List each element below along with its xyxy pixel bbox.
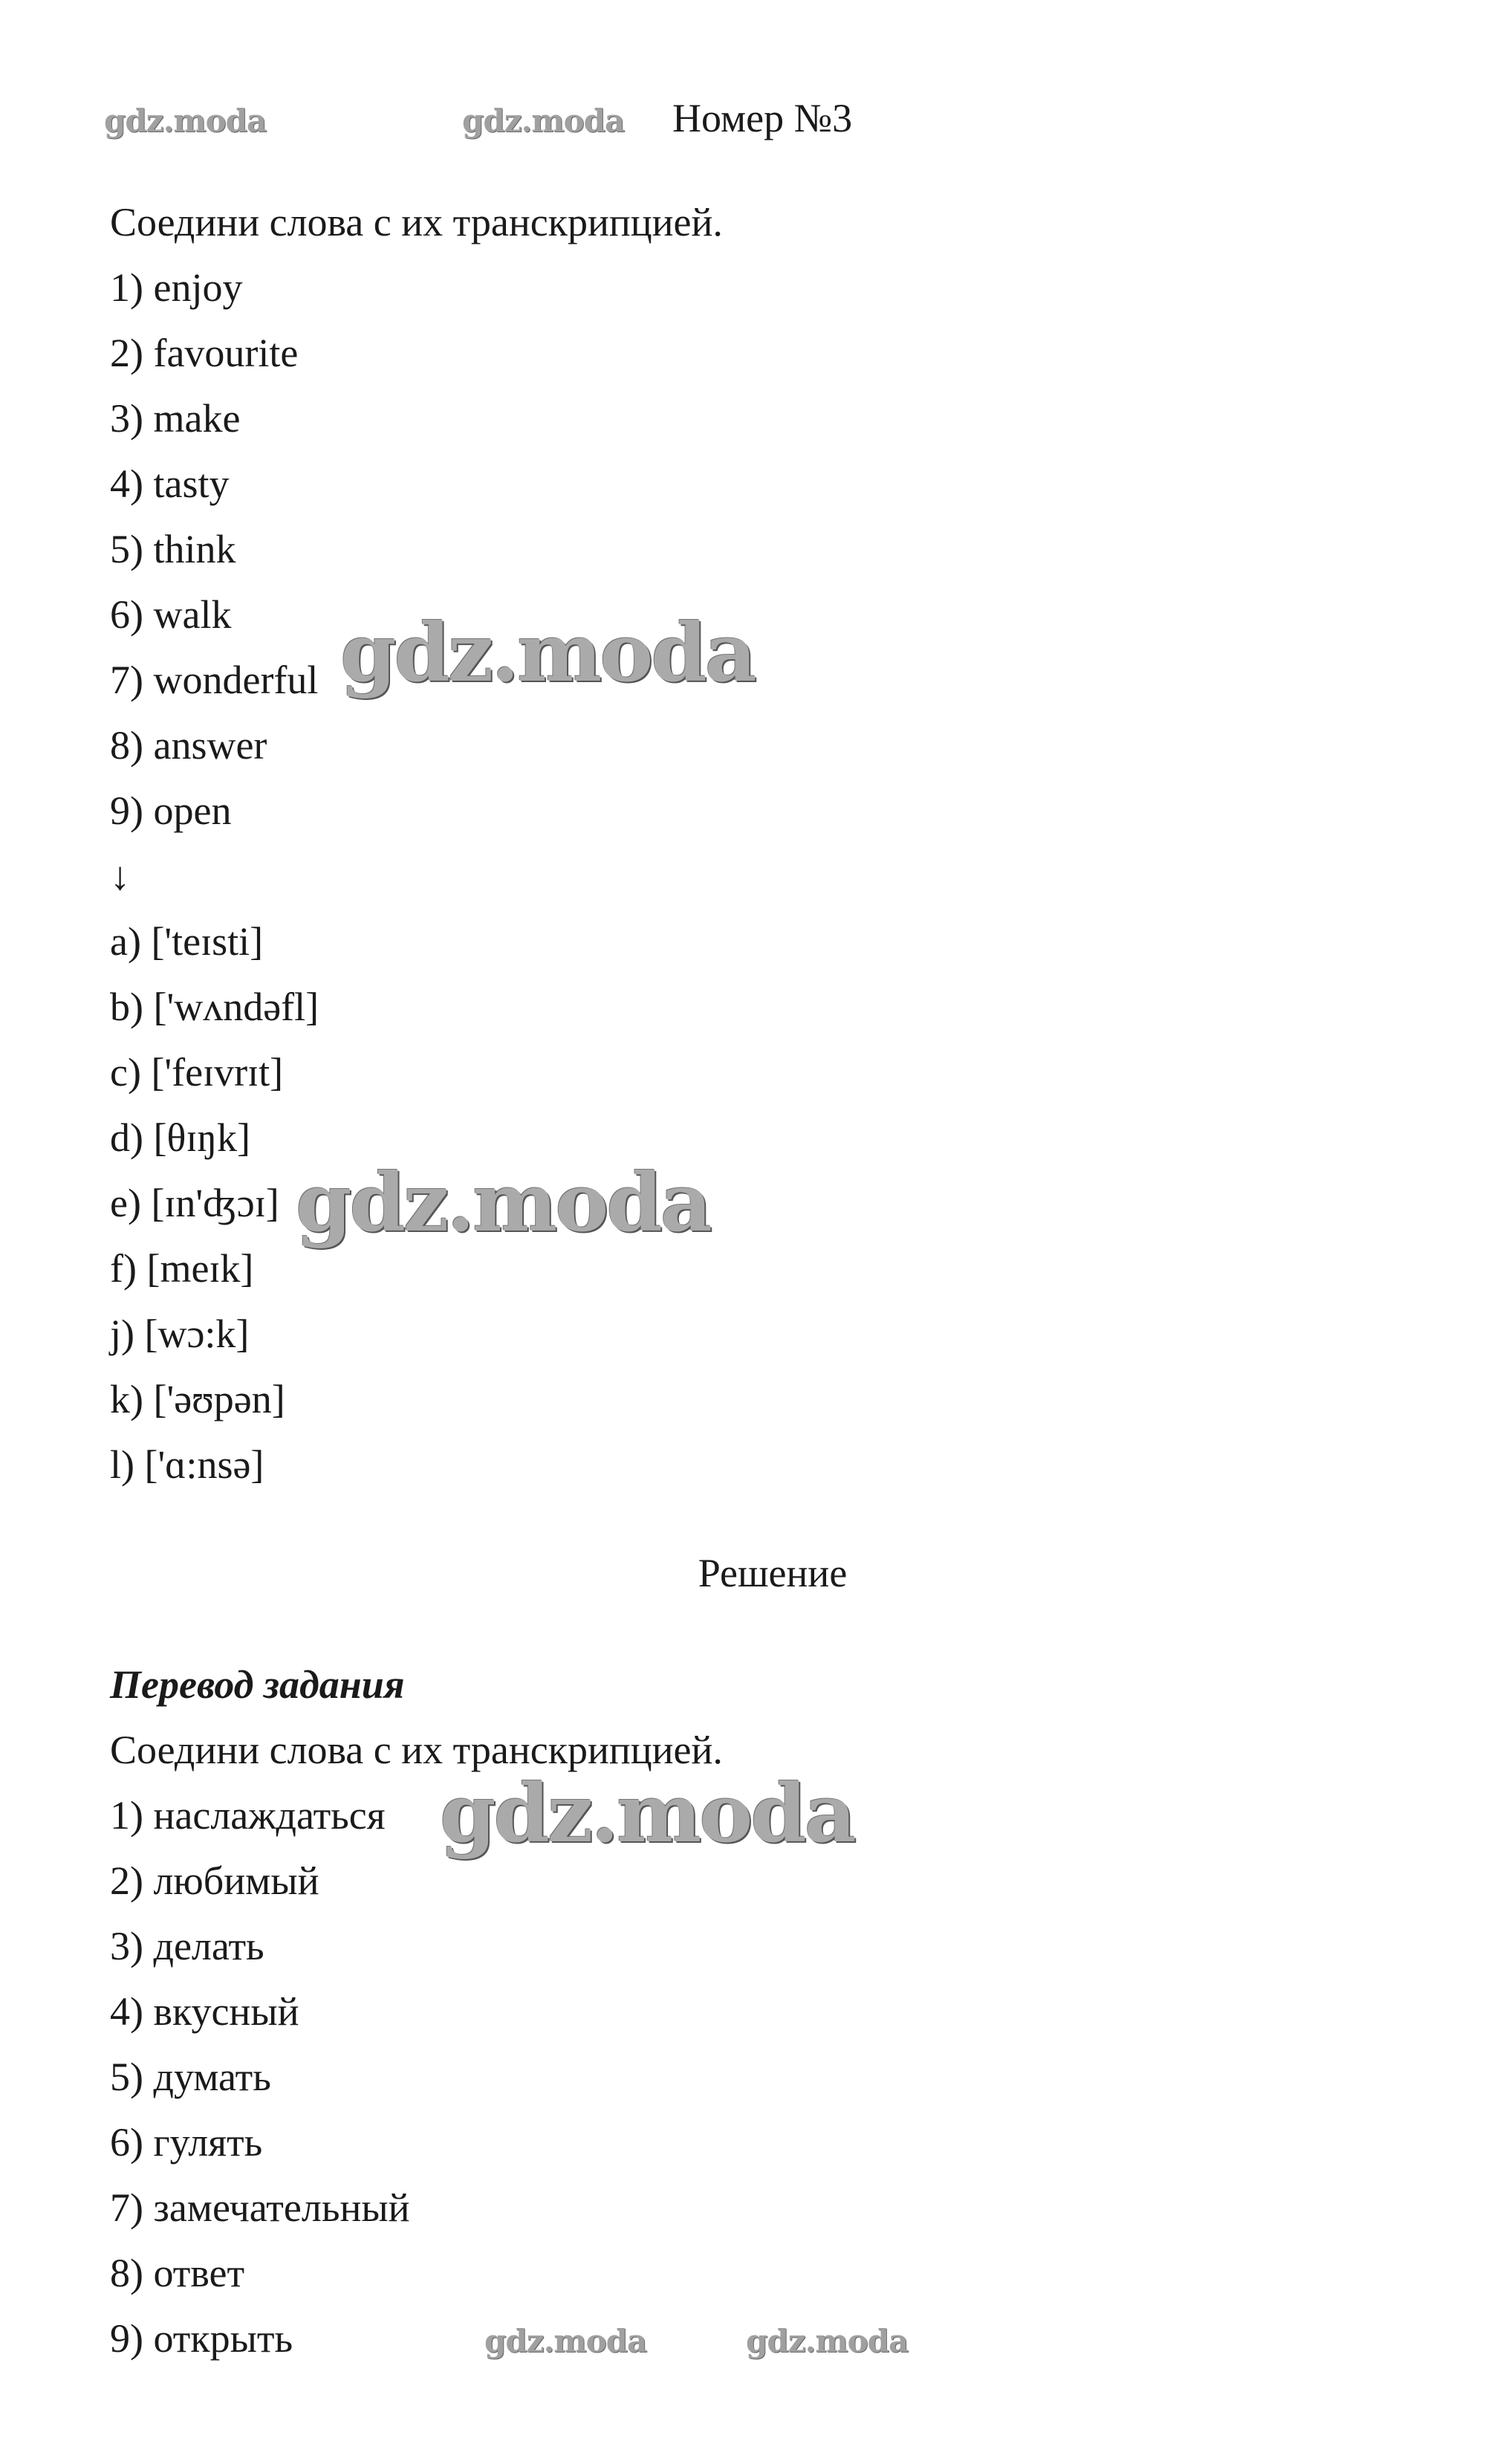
translation-item: 2) любимый (110, 1858, 319, 1903)
transcription-item: l) ['ɑ:nsə] (110, 1442, 264, 1487)
word-item: 3) make (110, 396, 241, 441)
word-item: 8) answer (110, 723, 267, 768)
task-instruction: Соедини слова с их транскрипцией. (110, 200, 723, 244)
transcription-item: d) [θɪŋk] (110, 1115, 251, 1160)
translation-item: 3) делать (110, 1924, 264, 1968)
watermark-mid-2: gdz.moda (296, 1156, 710, 1250)
translation-item: 5) думать (110, 2055, 271, 2099)
translation-item: 9) открыть (110, 2316, 293, 2361)
watermark-header-left: gdz.moda (104, 103, 267, 139)
down-arrow: ↓ (110, 854, 130, 898)
transcription-item: a) ['teɪsti] (110, 919, 264, 964)
transcription-item: c) ['feɪvrɪt] (110, 1050, 284, 1095)
solution-heading: Решение (698, 1551, 848, 1595)
watermark-mid-1: gdz.moda (340, 606, 755, 700)
transcription-item: b) ['wʌndəfl] (110, 985, 319, 1029)
page-title: Номер №3 (672, 96, 853, 140)
translation-heading: Перевод задания (110, 1662, 405, 1707)
watermark-footer-2: gdz.moda (746, 2323, 909, 2359)
word-item: 2) favourite (110, 331, 299, 375)
watermark-footer-1: gdz.moda (484, 2323, 647, 2359)
word-item: 9) open (110, 788, 232, 833)
translation-item: 7) замечательный (110, 2185, 410, 2230)
translation-item: 6) гулять (110, 2120, 263, 2165)
word-item: 5) think (110, 527, 236, 571)
transcription-item: f) [meɪk] (110, 1246, 254, 1291)
transcription-item: k) ['əʊpən] (110, 1377, 285, 1421)
transcription-item: j) [wɔ:k] (110, 1312, 250, 1356)
watermark-header-center: gdz.moda (462, 103, 625, 139)
word-item: 7) wonderful (110, 658, 319, 702)
watermark-mid-3: gdz.moda (440, 1767, 854, 1861)
translation-item: 8) ответ (110, 2251, 245, 2295)
translation-instruction: Соедини слова с их транскрипцией. (110, 1728, 723, 1772)
word-item: 6) walk (110, 592, 232, 637)
translation-item: 1) наслаждаться (110, 1793, 386, 1838)
word-item: 1) enjoy (110, 265, 243, 310)
translation-item: 4) вкусный (110, 1989, 299, 2034)
transcription-item: e) [ɪn'ʤɔɪ] (110, 1181, 279, 1225)
word-item: 4) tasty (110, 461, 230, 506)
